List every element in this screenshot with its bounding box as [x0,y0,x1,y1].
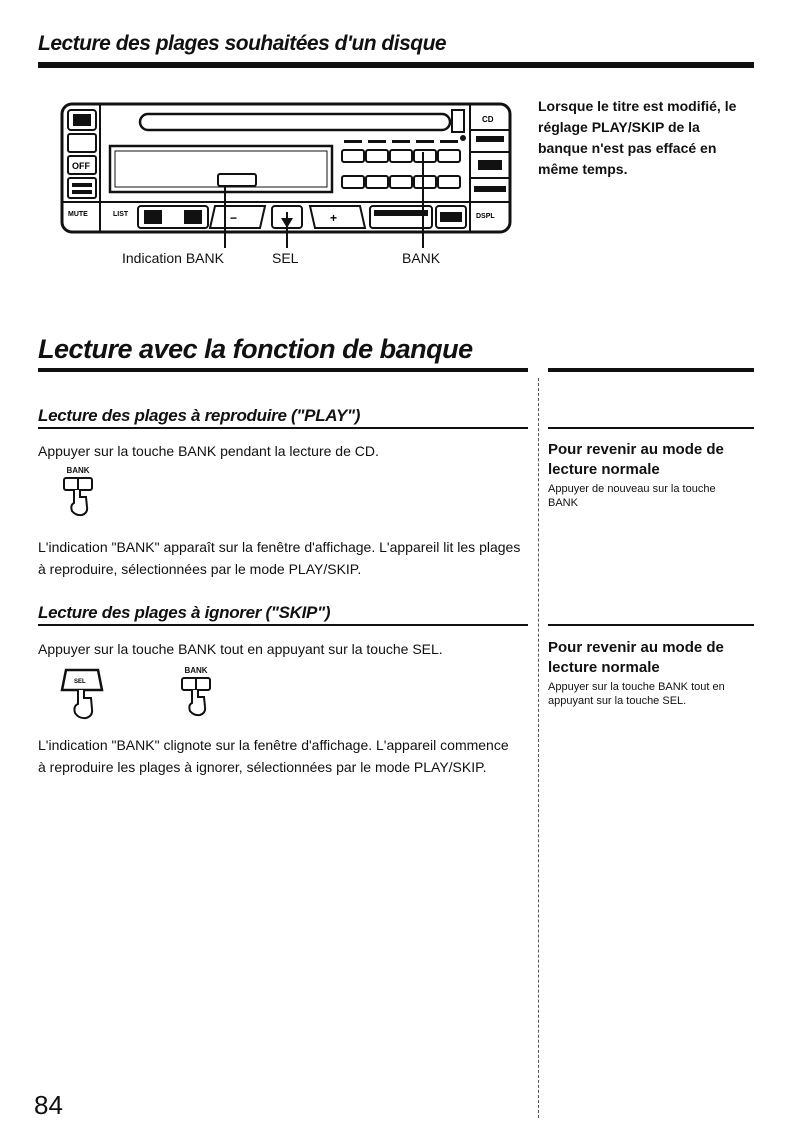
skip-result: L'indication "BANK" clignote sur la fenêtre d'affichage. L'appareil commence à reproduire les plages à ignorer, sélectionnées par le mode PLAY/SKIP. [38,737,509,775]
page-number: 84 [34,1090,63,1120]
skip-bank-button-figure [176,666,216,722]
play-subsection-title: Lecture des plages à reproduire ("PLAY") [38,406,361,425]
cd-button-label: CD [482,115,494,124]
section-rule-side [548,368,754,372]
cd-player-diagram [60,92,520,272]
plus-button-label: + [330,211,338,225]
play-instruction: Appuyer sur la touche BANK pendant la lecture de CD. [38,443,379,459]
play-result: L'indication "BANK" apparaît sur la fenêtre d'affichage. L'appareil lit les plages à reproduire, sélectionnées par le mode PLAY/SKIP. [38,539,521,577]
play-side-text: Appuyer de nouveau sur la touche BANK [548,483,716,509]
skip-subsection-rule [38,624,528,626]
section-title: Lecture avec la fonction de banque [38,334,473,364]
off-button-label: OFF [72,161,90,171]
play-subsection-rule [38,427,528,429]
sel-finger-press-icon [58,666,106,722]
skip-subsection-title: Lecture des plages à ignorer ("SKIP") [38,603,331,622]
side-note-title-change: Lorsque le titre est modifié, le réglage PLAY/SKIP de la banque n'est pas effacé en même temps. [538,98,737,177]
skip-side-rule [548,624,754,626]
play-side-rule [548,427,754,429]
skip-bank-caption: BANK [184,666,208,675]
bank-label: BANK [402,250,441,266]
indication-bank-label: Indication BANK [122,250,224,266]
sel-label: SEL [272,250,299,266]
column-divider [538,378,539,1118]
title-rule [38,62,754,68]
bank-finger-press-icon [176,675,216,717]
skip-side-text: Appuyer sur la touche BANK tout en appuyant sur la touche SEL. [548,681,725,707]
minus-button-label: − [230,211,238,225]
play-side-heading: Pour revenir au mode de lecture normale [548,441,724,478]
list-button-label: LIST [113,211,129,218]
play-bank-button-caption: BANK [66,466,90,475]
skip-sel-caption: SEL [74,679,86,685]
finger-press-icon [58,475,98,517]
skip-side-heading: Pour revenir au mode de lecture normale [548,639,724,676]
page-title: Lecture des plages souhaitées d'un disque [38,32,447,55]
mute-button-label: MUTE [68,211,88,218]
skip-sel-button-figure [58,666,106,722]
dspl-button-label: DSPL [476,213,495,220]
section-rule-main [38,368,528,372]
skip-instruction: Appuyer sur la touche BANK tout en appuyant sur la touche SEL. [38,641,443,657]
play-bank-button-figure [58,466,98,518]
